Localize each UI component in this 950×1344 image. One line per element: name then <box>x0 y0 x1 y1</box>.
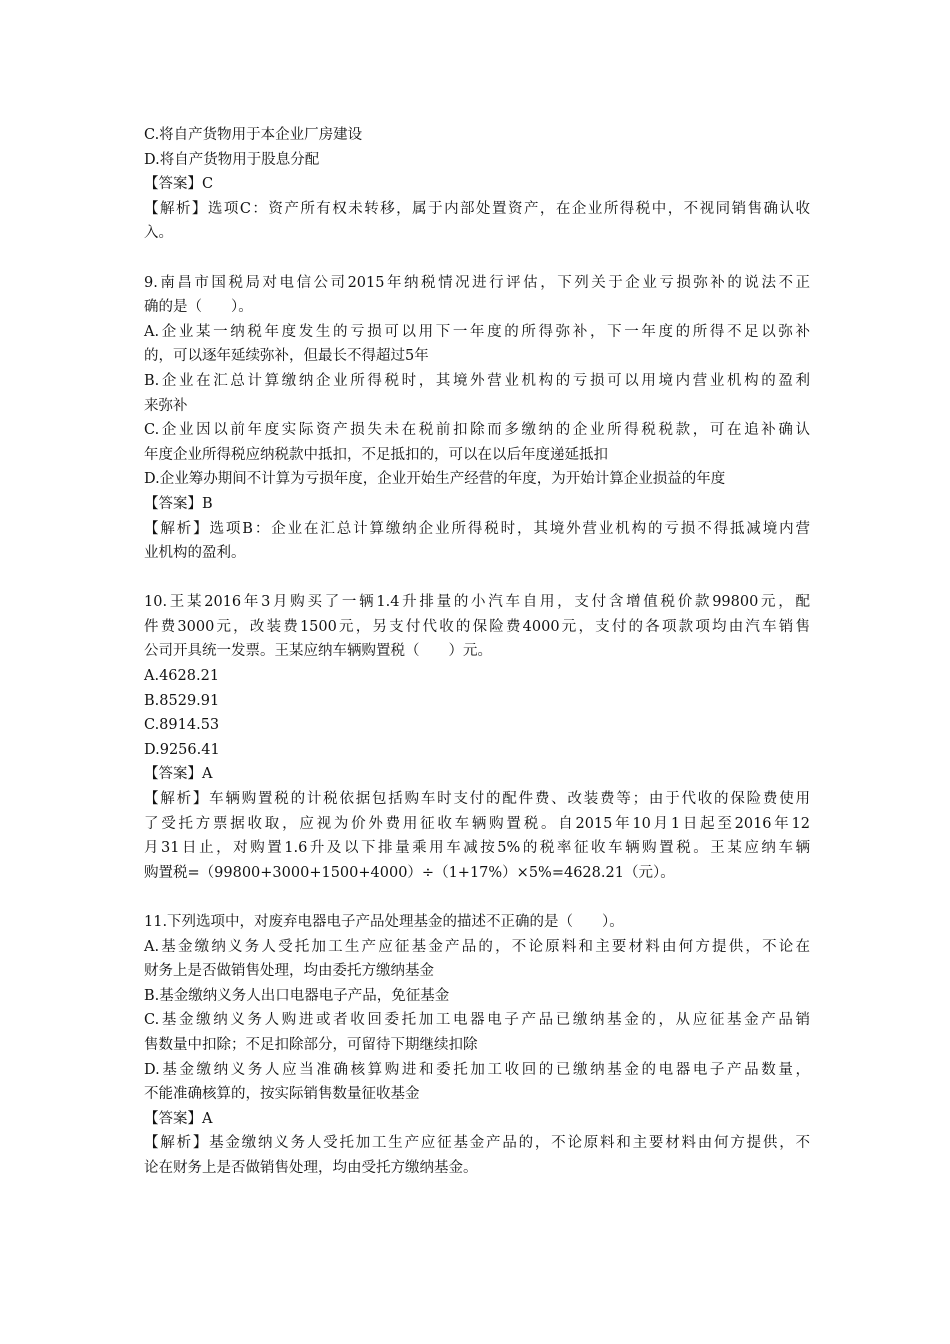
q9-stem-line1: 9.南昌市国税局对电信公司2015年纳税情况进行评估，下列关于企业亏损弥补的说法不正 <box>144 274 810 291</box>
q9-analysis-line1: 【解析】选项B：企业在汇总计算缴纳企业所得税时，其境外营业机构的亏损不得抵减境内营 <box>144 520 810 537</box>
q11-option-c-line2: 售数量中扣除；不足扣除部分，可留待下期继续扣除 <box>144 1036 478 1053</box>
q8-analysis-line2: 入。 <box>144 225 173 242</box>
spacer <box>144 885 810 910</box>
q10-stem-line2: 件费3000元，改装费1500元，另支付代收的保险费4000元，支付的各项款项均由汽车销售 <box>144 618 810 635</box>
q11-option-d-line1: D.基金缴纳义务人应当准确核算购进和委托加工收回的已缴纳基金的电器电子产品数量， <box>144 1061 810 1078</box>
q9-option-a-line1: A.企业某一纳税年度发生的亏损可以用下一年度的所得弥补，下一年度的所得不足以弥补 <box>144 323 810 340</box>
q10-analysis-line2: 了受托方票据收取，应视为价外费用征收车辆购置税。自2015年10月1日起至2016年12 <box>144 815 810 832</box>
q9-analysis-line2: 业机构的盈利。 <box>144 545 246 562</box>
q10-option-c: C.8914.53 <box>144 717 220 734</box>
q11-option-d-line2: 不能准确核算的，按实际销售数量征收基金 <box>144 1086 420 1103</box>
q11-analysis-line1: 【解析】基金缴纳义务人受托加工生产应征基金产品的，不论原料和主要材料由何方提供，不 <box>144 1135 810 1152</box>
q9-option-b-line1: B.企业在汇总计算缴纳企业所得税时，其境外营业机构的亏损可以用境内营业机构的盈利 <box>144 372 810 389</box>
q9-stem-line2: 确的是（ ）。 <box>144 299 253 316</box>
q10-answer: 【答案】A <box>144 766 213 783</box>
q8-analysis-line1: 【解析】选项C：资产所有权未转移，属于内部处置资产，在企业所得税中，不视同销售确认收 <box>144 200 810 217</box>
q10-analysis-line3: 月31日止，对购置1.6升及以下排量乘用车减按5%的税率征收车辆购置税。王某应纳车辆 <box>144 840 810 857</box>
q9-option-d: D.企业筹办期间不计算为亏损年度，企业开始生产经营的年度，为开始计算企业损益的年度 <box>144 471 726 488</box>
q10-analysis-line1: 【解析】车辆购置税的计税依据包括购车时支付的配件费、改装费等；由于代收的保险费使用 <box>144 791 810 808</box>
spacer <box>144 246 810 271</box>
q11-answer: 【答案】A <box>144 1110 213 1127</box>
q8-option-c: C.将自产货物用于本企业厂房建设 <box>144 127 363 143</box>
q9-answer: 【答案】B <box>144 495 213 512</box>
q9-option-c-line1: C.企业因以前年度实际资产损失未在税前扣除而多缴纳的企业所得税税款，可在追补确认 <box>144 422 810 439</box>
q9-option-b-line2: 来弥补 <box>144 397 188 414</box>
q9-option-c-line2: 年度企业所得税应纳税款中抵扣，不足抵扣的，可以在以后年度递延抵扣 <box>144 446 608 463</box>
q10-option-a: A.4628.21 <box>144 668 220 685</box>
q10-option-b: B.8529.91 <box>144 692 220 709</box>
q8-answer: 【答案】C <box>144 176 214 193</box>
q8-option-d: D.将自产货物用于股息分配 <box>144 151 320 168</box>
q10-stem-line3: 公司开具统一发票。王某应纳车辆购置税（ ）元。 <box>144 643 492 660</box>
document-page <box>144 123 810 1181</box>
q10-stem-line1: 10.王某2016年3月购买了一辆1.4升排量的小汽车自用，支付含增值税价款99800元，配 <box>144 594 810 611</box>
q9-option-a-line2: 的，可以逐年延续弥补，但最长不得超过5年 <box>144 348 429 365</box>
q10-analysis-line4: 购置税=（99800+3000+1500+4000）÷（1+17%）×5%=4628.21（元）。 <box>144 864 675 881</box>
q11-option-b: B.基金缴纳义务人出口电器电子产品，免征基金 <box>144 987 450 1004</box>
q11-analysis-line2: 论在财务上是否做销售处理，均由受托方缴纳基金。 <box>144 1159 478 1176</box>
q11-option-c-line1: C.基金缴纳义务人购进或者收回委托加工电器电子产品已缴纳基金的，从应征基金产品销 <box>144 1012 810 1029</box>
q11-option-a-line2: 财务上是否做销售处理，均由委托方缴纳基金 <box>144 963 434 980</box>
q11-stem: 11.下列选项中，对废弃电器电子产品处理基金的描述不正确的是（ ）。 <box>144 914 624 930</box>
q11-option-a-line1: A.基金缴纳义务人受托加工生产应征基金产品的，不论原料和主要材料由何方提供，不论在 <box>144 938 810 955</box>
spacer <box>144 566 810 591</box>
q10-option-d: D.9256.41 <box>144 741 220 758</box>
